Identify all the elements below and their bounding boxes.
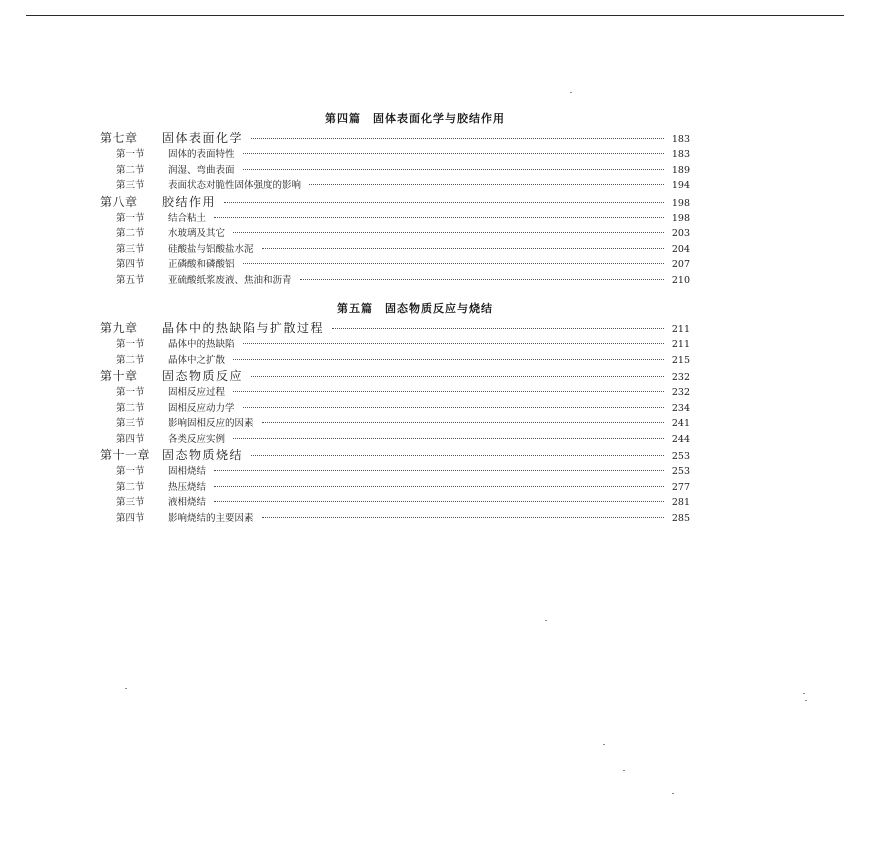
page-number: 215 <box>671 354 690 366</box>
chapter-entry <box>100 194 690 211</box>
section-title: 各类反应实例 <box>168 433 226 445</box>
chapter-title: 胶结作用 <box>162 194 217 209</box>
section-entry <box>100 480 690 496</box>
section-entry <box>100 147 690 163</box>
dot-leader <box>214 486 664 487</box>
dot-leader <box>262 517 664 518</box>
section-number: 第一节 <box>116 387 145 398</box>
section-number: 第三节 <box>116 243 145 255</box>
page-number: 189 <box>671 164 690 176</box>
page-number: 277 <box>671 481 690 493</box>
page-number: 183 <box>671 149 690 160</box>
section-title: 硅酸盐与铝酸盐水泥 <box>168 243 254 255</box>
page-number: 253 <box>671 451 690 462</box>
section-title: 晶体中之扩散 <box>168 354 226 366</box>
section-title: 晶体中的热缺陷 <box>168 339 235 350</box>
dot-leader <box>214 501 664 502</box>
section-title: 亚硫酸纸浆废液、焦油和沥青 <box>168 274 292 286</box>
scan-speck <box>603 744 605 745</box>
page-number: 241 <box>671 418 690 429</box>
part-heading: 第五篇 固态物质反应与烧结 <box>337 302 493 315</box>
page-number: 232 <box>671 387 690 398</box>
page-number: 234 <box>671 402 690 414</box>
section-title: 润湿、弯曲表面 <box>168 164 235 176</box>
section-entry <box>100 163 690 179</box>
page-number: 203 <box>671 228 690 239</box>
dot-leader <box>214 470 664 471</box>
page-number: 232 <box>671 372 690 383</box>
section-entry <box>100 401 690 417</box>
section-number: 第三节 <box>116 180 145 191</box>
section-entry <box>100 273 690 289</box>
section-title: 正磷酸和磷酸铝 <box>168 259 235 270</box>
section-title: 影响固相反应的因素 <box>168 418 254 429</box>
section-number: 第一节 <box>116 212 145 224</box>
section-number: 第三节 <box>116 497 145 508</box>
scan-speck <box>570 92 572 93</box>
part-heading: 第四篇 固体表面化学与胶结作用 <box>325 112 505 125</box>
section-title: 固相烧结 <box>168 466 207 477</box>
scan-speck <box>125 688 127 689</box>
scan-speck <box>623 770 625 771</box>
dot-leader <box>243 169 664 170</box>
section-entry <box>100 211 690 227</box>
chapter-title: 固态物质反应 <box>162 369 244 383</box>
chapter-entry <box>100 447 690 464</box>
page-number: 204 <box>671 243 690 255</box>
section-number: 第二节 <box>116 481 145 493</box>
page-number: 281 <box>671 497 690 508</box>
chapter-title: 固体表面化学 <box>162 131 244 145</box>
section-title: 固体的表面特性 <box>168 149 235 160</box>
section-title: 结合粘土 <box>168 212 207 224</box>
section-entry <box>100 432 690 448</box>
section-entry <box>100 464 690 480</box>
section-number: 第二节 <box>116 164 145 176</box>
dot-leader <box>233 232 664 233</box>
section-entry <box>100 416 690 432</box>
dot-leader <box>243 263 664 264</box>
dot-leader <box>262 422 664 423</box>
chapter-number: 第十一章 <box>100 448 151 462</box>
dot-leader <box>233 359 664 360</box>
table-of-contents <box>100 108 690 526</box>
page-number: 210 <box>671 274 690 286</box>
chapter-number: 第七章 <box>100 131 138 145</box>
section-number: 第四节 <box>116 259 145 270</box>
section-entry <box>100 495 690 511</box>
page-number: 183 <box>671 134 690 145</box>
dot-leader <box>309 184 664 185</box>
dot-leader <box>251 376 664 377</box>
dot-leader <box>332 328 664 329</box>
chapter-number: 第九章 <box>100 321 138 335</box>
dot-leader <box>243 407 664 408</box>
chapter-title: 晶体中的热缺陷与扩散过程 <box>162 321 325 335</box>
dot-leader <box>243 343 664 344</box>
dot-leader <box>300 279 664 280</box>
dot-leader <box>233 438 664 439</box>
scan-speck <box>672 793 674 794</box>
dot-leader <box>251 455 664 456</box>
dot-leader <box>233 391 664 392</box>
dot-leader <box>262 248 664 249</box>
chapter-number: 第八章 <box>100 194 138 209</box>
section-number: 第二节 <box>116 354 145 366</box>
section-number: 第一节 <box>116 466 145 477</box>
chapter-number: 第十章 <box>100 369 138 383</box>
section-entry <box>100 257 690 273</box>
section-entry <box>100 337 690 353</box>
section-title: 固相反应动力学 <box>168 402 235 414</box>
section-entry <box>100 226 690 242</box>
part-spacer <box>100 288 690 298</box>
dot-leader <box>251 138 664 139</box>
section-number: 第四节 <box>116 512 145 524</box>
section-number: 第五节 <box>116 274 145 286</box>
section-title: 影响烧结的主要因素 <box>168 512 254 524</box>
page-number: 211 <box>671 339 690 350</box>
section-title: 固相反应过程 <box>168 387 226 398</box>
page-number: 285 <box>671 512 690 524</box>
section-number: 第一节 <box>116 339 145 350</box>
section-entry <box>100 511 690 527</box>
chapter-title: 固态物质烧结 <box>162 448 244 462</box>
scan-speck <box>545 620 547 621</box>
top-rule <box>26 15 844 16</box>
chapter-entry <box>100 320 690 337</box>
dot-leader <box>224 202 664 203</box>
section-entry <box>100 178 690 194</box>
section-number: 第一节 <box>116 149 145 160</box>
section-title: 表面状态对脆性固体强度的影响 <box>168 180 302 191</box>
chapter-entry <box>100 368 690 385</box>
page-number: 244 <box>671 433 690 445</box>
section-number: 第四节 <box>116 433 145 445</box>
page-number: 211 <box>671 324 690 335</box>
section-number: 第三节 <box>116 418 145 429</box>
page-number: 194 <box>671 180 690 191</box>
dot-leader <box>214 217 664 218</box>
section-number: 第二节 <box>116 228 145 239</box>
section-title: 液相烧结 <box>168 497 207 508</box>
chapter-entry <box>100 130 690 147</box>
dot-leader <box>243 153 664 154</box>
section-entry <box>100 385 690 401</box>
section-title: 水玻璃及其它 <box>168 228 226 239</box>
section-title: 热压烧结 <box>168 481 207 493</box>
page-number: 253 <box>671 466 690 477</box>
section-entry <box>100 353 690 369</box>
page-number: 198 <box>671 197 690 209</box>
scan-speck <box>805 700 807 701</box>
page-number: 207 <box>671 259 690 270</box>
section-number: 第二节 <box>116 402 145 414</box>
page-number: 198 <box>671 212 690 224</box>
scan-speck <box>803 693 805 694</box>
section-entry <box>100 242 690 258</box>
